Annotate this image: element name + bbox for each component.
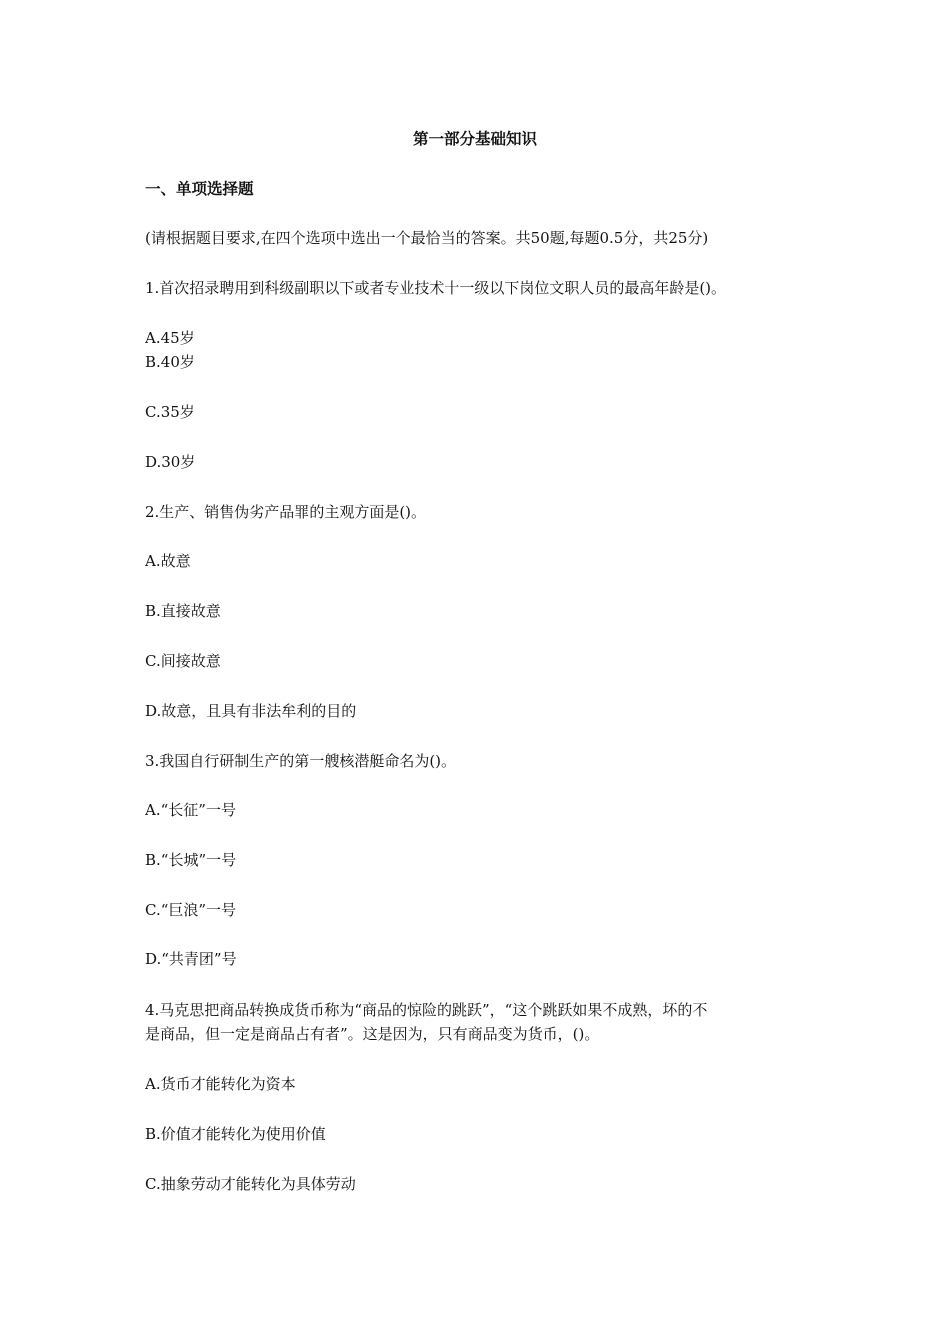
option-3-a: A.“长征”一号 <box>145 801 236 819</box>
option-3-d: D.“共青团”号 <box>145 950 237 968</box>
section-heading: 一、单项选择题 <box>145 180 254 198</box>
option-4-c: C.抽象劳动才能转化为具体劳动 <box>145 1175 356 1193</box>
option-4-b: B.价值才能转化为使用价值 <box>145 1125 326 1143</box>
page-title: 第一部分基础知识 <box>412 130 537 148</box>
option-2-d: D.故意，且具有非法牟利的目的 <box>145 702 357 720</box>
option-2-c: C.间接故意 <box>145 652 221 670</box>
question-stem-4-line-2: 是商品，但一定是商品占有者”。这是因为，只有商品变为货币，()。 <box>145 1025 600 1043</box>
section-instructions: (请根据题目要求,在四个选项中选出一个最恰当的答案。共50题,每题0.5分，共25分) <box>145 229 709 247</box>
option-3-c: C.“巨浪”一号 <box>145 901 237 919</box>
option-2-b: B.直接故意 <box>145 602 221 620</box>
option-4-a: A.货币才能转化为资本 <box>145 1075 296 1093</box>
question-stem-3: 3.我国自行研制生产的第一艘核潜艇命名为()。 <box>145 752 457 770</box>
option-1-d: D.30岁 <box>145 453 196 471</box>
option-1-b: B.40岁 <box>145 353 195 371</box>
question-stem-4-line-1: 4.马克思把商品转换成货币称为“商品的惊险的跳跃”，“这个跳跃如果不成熟，坏的不 <box>145 1001 708 1019</box>
option-2-a: A.故意 <box>145 552 191 570</box>
option-3-b: B.“长城”一号 <box>145 851 237 869</box>
question-stem-1: 1.首次招录聘用到科级副职以下或者专业技术十一级以下岗位文职人员的最高年龄是()。 <box>145 279 727 297</box>
question-stem-2: 2.生产、销售伪劣产品罪的主观方面是()。 <box>145 503 427 521</box>
option-1-c: C.35岁 <box>145 403 195 421</box>
option-1-a: A.45岁 <box>145 329 195 347</box>
